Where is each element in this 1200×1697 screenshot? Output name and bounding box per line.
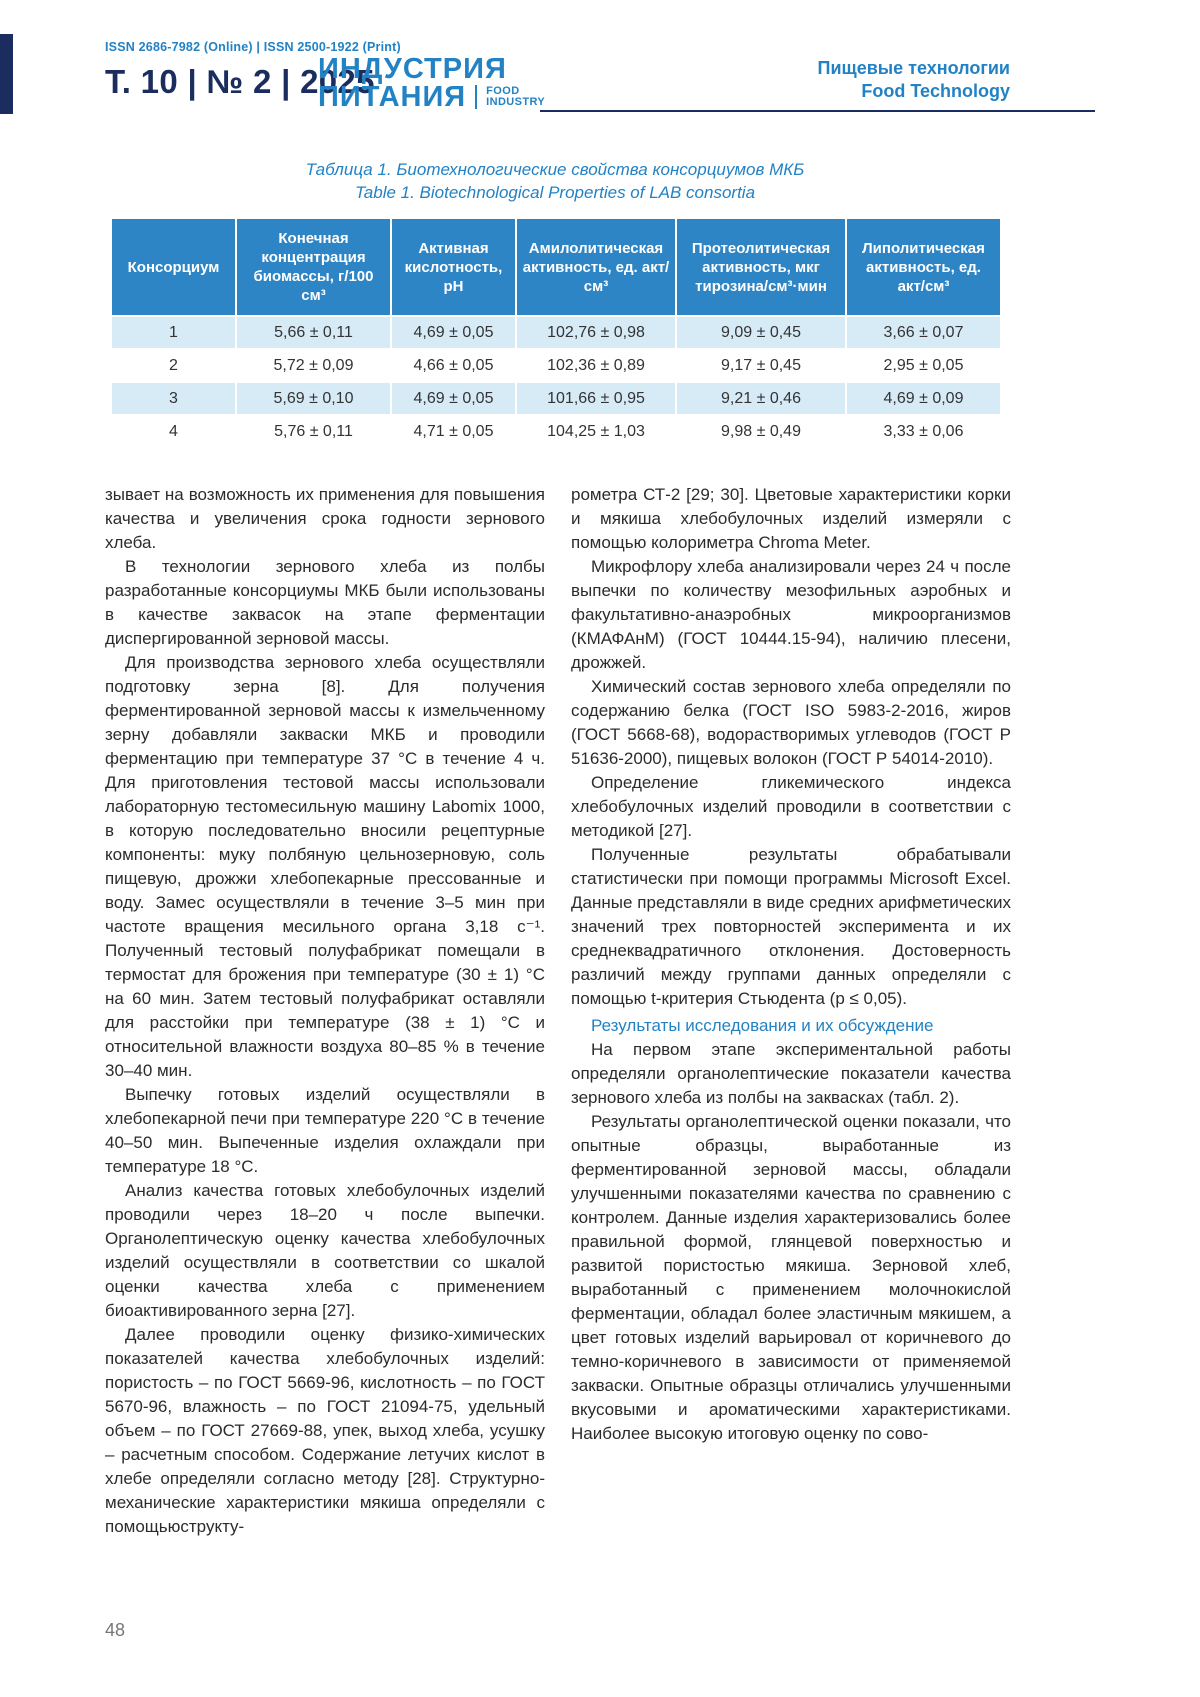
table-cell: 4	[111, 415, 236, 448]
journal-title-en-line2: INDUSTRY	[486, 96, 546, 108]
table-cell: 9,98 ± 0,49	[676, 415, 846, 448]
table-row	[111, 349, 1001, 382]
page-number: 48	[105, 1620, 126, 1640]
table-header-acidity: Активная кислотность, pH	[391, 218, 516, 316]
table-cell: 5,69 ± 0,10	[236, 382, 391, 415]
table-header-consortium: Консорциум	[111, 218, 236, 316]
body-right-column	[571, 483, 1011, 1539]
paragraph: рометра СТ-2 [29; 30]. Цветовые характеристики корки и мякиша хлебобулочных изделий измеряли с помощью колориметра Chroma Meter.	[571, 485, 1011, 552]
lab-properties-table	[110, 217, 1002, 449]
table-cell: 4,69 ± 0,05	[391, 382, 516, 415]
paragraph: Результаты органолептической оценки показали, что опытные образцы, выработанные из ферментированной зерновой массы, обладали улучшенными показателями качества по сравнению с контролем. Данные изделия характеризовались более правильной формой, глянцевой поверхностью и развитой пористостью мякиша. Зерновой хлеб, выработанный с применением молочнокислой ферментации, обладал более эластичным мякишем, а цвет готовых изделий варьировал от коричневого до темно-коричневого в зависимости от применяемой закваски. Опытные образцы отличались улучшенными вкусовыми и ароматическими характеристиками. Наиболее высокую итоговую оценку по сово-	[571, 1112, 1011, 1443]
table-cell: 9,09 ± 0,45	[676, 316, 846, 349]
volume-issue-label: Т. 10 | № 2 | 2025	[105, 63, 375, 100]
paragraph: Далее проводили оценку физико-химических показателей качества хлебобулочных изделий: пористость – по ГОСТ 5669-96, кислотность – по ГОСТ 5670-96, влажность – по ГОСТ 21094-75, удельный объем – по ГОСТ 27669-88, упек, выход хлеба, усушку – расчетным способом. Содержание летучих кислот в хлебе определяли согласно методу [28]. Структурно-механические характеристики мякиша определяли с помощьюструкту-	[105, 1325, 545, 1536]
journal-title-en	[486, 86, 545, 108]
table-cell: 4,69 ± 0,09	[846, 382, 1001, 415]
table-cell: 102,76 ± 0,98	[516, 316, 676, 349]
paragraph: Выпечку готовых изделий осуществляли в хлебопекарной печи при температуре 220 °С в течение 40–50 мин. Выпеченные изделия охлаждали при температуре 18 °С.	[105, 1085, 545, 1176]
table-caption-en: Table 1. Biotechnological Properties of LAB consortia	[354, 183, 756, 202]
body-columns	[105, 483, 1011, 1539]
table-header-lipolytic: Липолитическая активность, ед. акт/см³	[846, 218, 1001, 316]
table-row	[111, 382, 1001, 415]
table-caption-ru: Таблица 1. Биотехнологические свойства консорциумов МКБ	[305, 160, 805, 179]
table-cell: 104,25 ± 1,03	[516, 415, 676, 448]
table-cell: 4,66 ± 0,05	[391, 349, 516, 382]
paragraph: В технологии зернового хлеба из полбы разработанные консорциумы МКБ были использованы в качестве заквасок на этапе ферментации диспергированной зерновой массы.	[105, 557, 545, 648]
header-rule	[540, 110, 1095, 112]
table-header-biomass: Конечная концентрация биомассы, г/100 см³	[236, 218, 391, 316]
table-cell: 5,66 ± 0,11	[236, 316, 391, 349]
table-header-amylolytic: Амилолитическая активность, ед. акт/см³	[516, 218, 676, 316]
table-cell: 102,36 ± 0,89	[516, 349, 676, 382]
paragraph: зывает на возможность их применения для повышения качества и увеличения срока годности зернового хлеба.	[105, 485, 545, 552]
table-cell: 5,76 ± 0,11	[236, 415, 391, 448]
results-section-heading: Результаты исследования и их обсуждение	[591, 1016, 934, 1035]
table-cell: 4,69 ± 0,05	[391, 316, 516, 349]
table-cell: 3,66 ± 0,07	[846, 316, 1001, 349]
table-cell: 9,17 ± 0,45	[676, 349, 846, 382]
table-cell: 9,21 ± 0,46	[676, 382, 846, 415]
journal-title-line1: ИНДУСТРИЯ	[318, 53, 507, 85]
table-cell: 4,71 ± 0,05	[391, 415, 516, 448]
journal-title-en-line1: FOOD	[486, 85, 520, 97]
table-cell: 1	[111, 316, 236, 349]
paragraph: Микрофлору хлеба анализировали через 24 ч после выпечки по количеству мезофильных аэробных и факультативно-анаэробных микроорганизмов (КМАФАнМ) (ГОСТ 10444.15-94), наличию плесени, дрожжей.	[571, 557, 1011, 672]
corner-accent-bar	[0, 34, 13, 114]
table-caption	[110, 158, 1000, 204]
table-cell: 2,95 ± 0,05	[846, 349, 1001, 382]
table-row	[111, 415, 1001, 448]
issn-label: ISSN 2686-7982 (Online) | ISSN 2500-1922 (Print)	[105, 40, 401, 54]
table-cell: 101,66 ± 0,95	[516, 382, 676, 415]
paragraph: Анализ качества готовых хлебобулочных изделий проводили через 18–20 ч после выпечки. Органолептическую оценку качества хлебобулочных изделий осуществляли в соответствии со шкалой оценки качества хлеба с применением биоактивированного зерна [27].	[105, 1181, 545, 1320]
paragraph: Полученные результаты обрабатывали статистически при помощи программы Microsoft Excel. Данные представляли в виде средних арифметических значений трех повторностей эксперимента и их среднеквадратичного отклонения. Достоверность различий между группами данных определяли с помощью t-критерия Стьюдента (p ≤ 0,05).	[571, 845, 1011, 1008]
table-cell: 2	[111, 349, 236, 382]
table-cell: 3	[111, 382, 236, 415]
table-row	[111, 316, 1001, 349]
title-divider	[475, 85, 477, 109]
journal-title-line2: ПИТАНИЯ	[318, 81, 467, 113]
table-cell: 5,72 ± 0,09	[236, 349, 391, 382]
journal-title	[318, 55, 545, 111]
section-label-en: Food Technology	[861, 81, 1010, 101]
paragraph: На первом этапе экспериментальной работы определяли органолептические показатели качества зернового хлеба из полбы на заквасках (табл. 2).	[571, 1040, 1011, 1107]
table-header-proteolytic: Протеолитическая активность, мкг тирозина/см³·мин	[676, 218, 846, 316]
paragraph: Химический состав зернового хлеба определяли по содержанию белка (ГОСТ ISO 5983-2-2016, жиров (ГОСТ 5668-68), водорастворимых углеводов (ГОСТ Р 51636-2000), пищевых волокон (ГОСТ Р 54014-2010).	[571, 677, 1011, 768]
section-labels	[700, 57, 1010, 103]
section-label-ru: Пищевые технологии	[817, 58, 1010, 78]
body-left-column	[105, 483, 545, 1539]
table-header-row	[111, 218, 1001, 316]
paragraph: Для производства зернового хлеба осуществляли подготовку зерна [8]. Для получения ферментированной зерновой массы к измельченному зерну добавляли закваски МКБ и проводили ферментацию при температуре 37 °С в течение 4 ч. Для приготовления тестовой массы использовали лабораторную тестомесильную машину Labomix 1000, в которую последовательно вносили рецептурные компоненты: муку полбяную цельнозерновую, соль пищевую, дрожжи хлебопекарные прессованные и воду. Замес осуществляли в течение 3–5 мин при частоте вращения месильного органа 3,18 с⁻¹. Полученный тестовый полуфабрикат помещали в термостат для брожения при температуре (30 ± 1) °С на 60 мин. Затем тестовый полуфабрикат оставляли для расстойки при температуре (38 ± 1) °С и относительной влажности воздуха 80–85 % в течение 30–40 мин.	[105, 653, 545, 1080]
paragraph: Определение гликемического индекса хлебобулочных изделий проводили в соответствии с методикой [27].	[571, 773, 1011, 840]
table-cell: 3,33 ± 0,06	[846, 415, 1001, 448]
